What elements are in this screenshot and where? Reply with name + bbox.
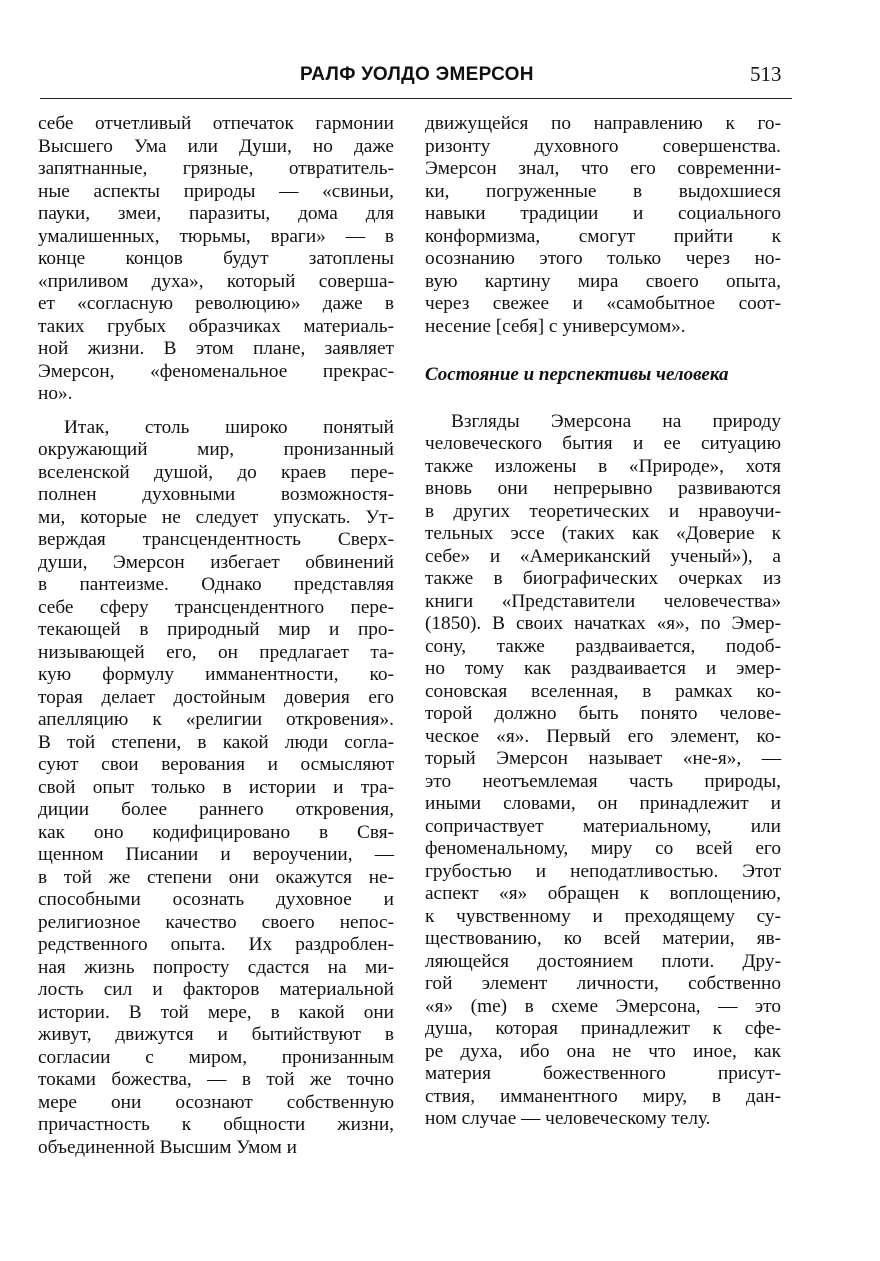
text-line: конформизма, смогут прийти к [425, 225, 781, 247]
text-line: торой должно быть понято челове- [425, 703, 781, 724]
text-line: истории. В той мере, в какой они [38, 1001, 394, 1023]
text-line: ном случае — человеческому телу. [425, 1108, 711, 1129]
text-line: ляющейся достоянием плоти. Дру- [425, 950, 781, 972]
header-rule [40, 98, 792, 99]
text-line: токами божества, — в той же точно [38, 1069, 394, 1090]
text-line: себе сферу трансцендентного пере- [38, 596, 394, 618]
text-line: причастность к общности жизни, [38, 1114, 394, 1135]
text-line: соновская вселенная, в рамках ко- [425, 680, 781, 702]
text-line: в других теоретических и нравоучи- [425, 500, 781, 522]
text-line: редственного опыта. Их раздроблен- [38, 934, 394, 955]
text-line: в той же степени они окажутся не- [38, 866, 394, 888]
text-line: торая делает достойным доверия его [38, 686, 394, 708]
text-line: способными осознать духовное и [38, 889, 394, 910]
text-line: феноменальному, миру со всей его [425, 838, 781, 859]
text-line: но тому как раздваивается и эмер- [425, 658, 781, 679]
text-line: Взгляды Эмерсона на природу [451, 410, 781, 432]
text-line: «приливом духа», который соверша- [38, 270, 394, 292]
text-line: конце концов будут затоплены [38, 248, 394, 269]
left-column [38, 113, 394, 1159]
text-line: лость сил и факторов материальной [38, 979, 394, 1000]
text-line: ет «согласную революцию» даже в [38, 293, 394, 314]
paragraph [38, 113, 394, 406]
text-line: окружающий мир, пронизанный [38, 439, 394, 460]
text-line: также изложены в «Природе», хотя [425, 455, 781, 477]
text-line: человеческого бытия и ее ситуацию [425, 433, 781, 454]
text-line: души, Эмерсон избегает обвинений [38, 551, 394, 573]
text-line: ре духа, ибо она не что иное, как [425, 1040, 781, 1062]
text-line: ки, погруженные в выдохшиеся [425, 180, 781, 202]
text-line: сону, также раздваивается, подоб- [425, 635, 781, 657]
text-line: полнен духовными возможностя- [38, 484, 394, 505]
section-heading: Состояние и перспективы человека [425, 364, 729, 385]
text-line: ществованию, ко всей материи, яв- [425, 928, 781, 949]
text-line: Итак, столь широко понятый [64, 416, 394, 438]
text-line: себе» и «Американский ученый»), а [425, 545, 781, 567]
text-line: как оно кодифицировано в Свя- [38, 821, 394, 843]
text-line: мере они осознают собственную [38, 1091, 394, 1113]
text-line: материя божественного присут- [425, 1063, 781, 1084]
text-line: щенном Писании и вероучении, — [38, 844, 394, 865]
text-line: апелляцию к «религии откровения». [38, 709, 394, 730]
text-line: к чувственному и преходящему су- [425, 905, 781, 927]
text-line: иными словами, он принадлежит и [425, 793, 781, 814]
text-line: торый Эмерсон называет «не-я», — [425, 748, 781, 769]
text-line: (1850). В своих начатках «я», по Эмер- [425, 613, 781, 634]
text-line: кую формулу имманентности, ко- [38, 664, 394, 685]
text-line: через свежее и «самобытное соот- [425, 293, 781, 314]
text-line: В той степени, в какой люди согла- [38, 731, 394, 753]
page-header [0, 0, 880, 110]
text-line: вую картину мира своего опыта, [425, 270, 781, 292]
text-line: также в биографических очерках из [425, 568, 781, 589]
running-title: РАЛФ УОЛДО ЭМЕРСОН [300, 64, 534, 85]
text-line: навыки традиции и социального [425, 203, 781, 224]
text-line: но». [38, 383, 73, 404]
text-line: грубостью и неподатливостью. Этот [425, 860, 781, 882]
text-line: душа, которая принадлежит к сфе- [425, 1018, 781, 1039]
text-line: ные аспекты природы — «свиньи, [38, 180, 394, 202]
text-line: низывающей его, он предлагает та- [38, 641, 394, 663]
text-line: живут, движутся и бытийствуют в [38, 1024, 394, 1045]
text-line: ми, которые не следует упускать. Ут- [38, 506, 394, 528]
text-line: ной жизни. В этом плане, заявляет [38, 338, 394, 359]
text-line: ствия, имманентного миру, в дан- [425, 1085, 781, 1107]
text-line: вновь они непрерывно развиваются [425, 478, 781, 499]
text-line: несение [себя] с универсумом». [425, 315, 686, 337]
text-line: Эмерсон знал, что его современни- [425, 158, 781, 179]
text-line: объединенной Высшим Умом и [38, 1136, 297, 1158]
paragraph [425, 113, 781, 338]
paragraph [425, 411, 781, 1131]
text-line: ческое «я». Первый его элемент, ко- [425, 725, 781, 747]
text-line: верждая трансцендентность Сверх- [38, 529, 394, 550]
text-line: диции более раннего откровения, [38, 799, 394, 820]
text-line: ная жизнь попросту сдастся на ми- [38, 956, 394, 978]
text-line: пауки, змеи, паразиты, дома для [38, 203, 394, 224]
right-column [425, 113, 781, 1131]
text-line: таких грубых образчиках материаль- [38, 315, 394, 337]
text-line: умалишенных, тюрьмы, враги» — в [38, 225, 394, 247]
text-line: суют свои верования и осмысляют [38, 754, 394, 775]
text-line: «я» (me) в схеме Эмерсона, — это [425, 995, 781, 1017]
text-line: ризонту духовного совершенства. [425, 135, 781, 157]
text-line: запятнанные, грязные, отвратитель- [38, 158, 394, 179]
paragraph [38, 417, 394, 1160]
text-line: Высшего Ума или Души, но даже [38, 135, 394, 157]
text-line: это неотъемлемая часть природы, [425, 770, 781, 792]
text-line: религиозное качество своего непос- [38, 911, 394, 933]
text-line: осознанию этого только через но- [425, 248, 781, 269]
text-line: вселенской душой, до краев пере- [38, 461, 394, 483]
text-line: тельных эссе (таких как «Доверие к [425, 523, 781, 544]
text-line: текающей в природный мир и про- [38, 619, 394, 640]
text-line: книги «Представители человечества» [425, 590, 781, 612]
text-line: сопричаствует материальному, или [425, 815, 781, 837]
text-line: в пантеизме. Однако представляя [38, 574, 394, 595]
text-line: движущейся по направлению к го- [425, 113, 781, 134]
text-line: Эмерсон, «феноменальное прекрас- [38, 360, 394, 382]
text-line: аспект «я» обращен к воплощению, [425, 883, 781, 904]
text-line: себе отчетливый отпечаток гармонии [38, 113, 394, 134]
page-number: 513 [750, 62, 782, 86]
text-line: гой элемент личности, собственно [425, 973, 781, 994]
text-line: согласии с миром, пронизанным [38, 1046, 394, 1068]
text-line: свой опыт только в истории и тра- [38, 776, 394, 798]
